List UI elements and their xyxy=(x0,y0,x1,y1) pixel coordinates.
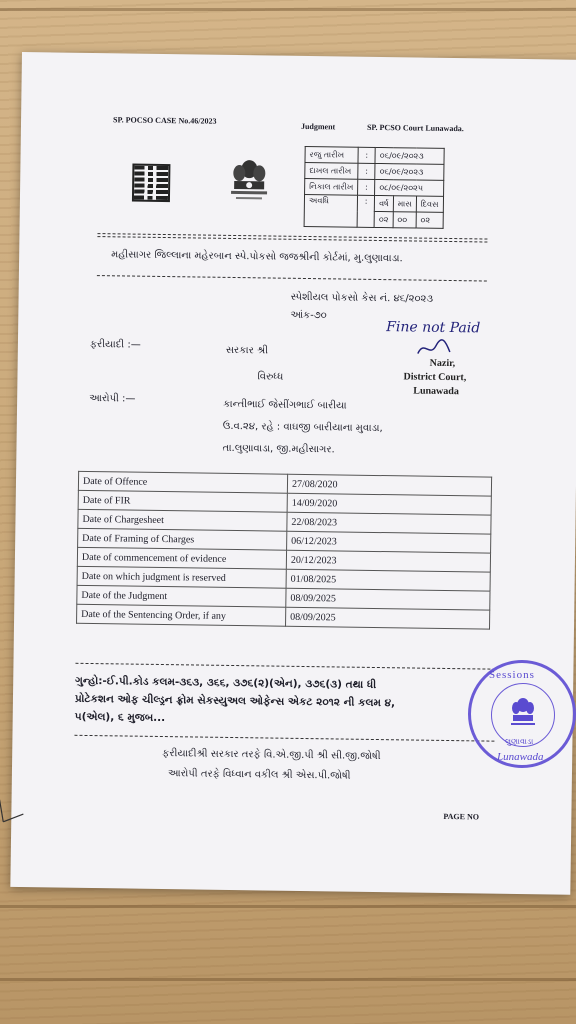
dates-label: દાખલ તારીખ xyxy=(305,162,358,179)
accused-name: કાન્તીભાઈ જેસીંગભાઈ બારીયા xyxy=(223,398,347,412)
fact-label: Date of the Judgment xyxy=(77,585,286,607)
accused-label: આરોપી :— xyxy=(89,392,136,405)
handwritten-note: Fine not Paid xyxy=(386,319,481,337)
page-number: PAGE NO xyxy=(443,811,480,822)
court-line: મહીસાગર જિલ્લાના મહેરબાન સ્પે.પોકસો જજશ્રીની કોર્ટમાં, મુ.લુણાવાડા. xyxy=(111,249,403,265)
accused-address-1: ઉ.વ.૨૪, રહે : વાઘજી બારીયાના મુવાડા, xyxy=(222,420,383,435)
duration-header: વર્ષ xyxy=(375,195,394,211)
fact-label: Date of Chargesheet xyxy=(78,509,287,531)
dates-label: રજુ તારીખ xyxy=(305,146,358,163)
nazir-line1: Nazir, xyxy=(429,357,456,370)
fact-value: 22/08/2023 xyxy=(287,512,491,534)
nazir-line3: Lunawada xyxy=(413,385,459,398)
fact-value: 01/08/2025 xyxy=(286,569,490,591)
fact-label: Date of commencement of evidence xyxy=(77,547,286,569)
seal-bottom-text: Lunawada xyxy=(497,751,544,763)
dates-value: ૦૮/૦૯/૨૦૨૫ xyxy=(375,179,444,196)
duration-value: ૦૦ xyxy=(393,212,416,228)
case-line: સ્પેશીયલ પોકસો કેસ નં. ૪૬/૨૦૨૩ xyxy=(290,291,434,305)
seal-emblem-icon xyxy=(509,695,537,729)
offence-line-3: ૫(એલ), ૬ મુજબ... xyxy=(74,710,166,725)
ank-number: આંક-૭૦ xyxy=(290,309,327,322)
ashoka-emblem-icon xyxy=(226,155,273,206)
fact-value: 08/09/2025 xyxy=(286,607,490,629)
divider xyxy=(97,275,487,281)
fact-label: Date of Offence xyxy=(78,471,287,493)
fact-value: 20/12/2023 xyxy=(286,550,490,572)
dates-box xyxy=(304,146,445,229)
dates-value: ૦૬/૦૯/૨૦૨૩ xyxy=(375,147,444,164)
duration-label: અવધિ xyxy=(304,194,358,227)
case-facts-table xyxy=(76,471,492,630)
nazir-line2: District Court, xyxy=(403,371,467,384)
corner-mark-icon xyxy=(0,792,30,833)
fact-label: Date on which judgment is reserved xyxy=(77,566,286,588)
fact-value: 08/09/2025 xyxy=(286,588,490,610)
versus-text: વિરુધ્ધ xyxy=(257,371,284,383)
table-cell: : xyxy=(357,195,374,227)
dates-label: નિકાલ તારીખ xyxy=(305,178,358,195)
fact-value: 06/12/2023 xyxy=(287,531,491,553)
duration-value: ૦૨ xyxy=(416,212,443,228)
fact-value: 27/08/2020 xyxy=(287,474,491,496)
signature-icon xyxy=(416,338,452,361)
offence-line-2: પ્રોટેકશન ઓફ ચીલ્ડ્રન ફ્રોમ સેકસ્યુઅલ ઓફેન્સ એકટ ૨૦૧૨ ની કલમ ૪, xyxy=(74,692,396,710)
divider xyxy=(74,735,494,742)
sessions-court-seal xyxy=(468,660,576,768)
table-cell: : xyxy=(358,179,375,195)
seal-inner-text: લુણાવાડા xyxy=(505,737,534,746)
offence-line-1: ગુન્હો:-ઈ.પી.કોડ કલમ-૩૬૩, ૩૬૬, ૩૭૬(૨)(એન), ૩૭૬(૩) તથા ધી xyxy=(75,674,377,692)
court-name: SP. PCSO Court Lunawada. xyxy=(366,122,464,134)
complainant-name: સરકાર શ્રી xyxy=(225,344,269,357)
qr-code-pattern xyxy=(134,166,168,200)
table-cell: : xyxy=(358,147,375,163)
complainant-advocate: ફરીયાદીશ્રી સરકાર તરફે વિ.એ.જી.પી શ્રી સી.જી.જોષી xyxy=(162,748,381,763)
dates-value: ૦૬/૦૯/૨૦૨૩ xyxy=(375,163,444,180)
accused-address-2: તા.લુણાવાડા, જી.મહીસાગર. xyxy=(222,442,335,456)
duration-header: માસ xyxy=(393,196,416,212)
duration-value: ૦૨ xyxy=(374,211,393,227)
fact-value: 14/09/2020 xyxy=(287,493,491,515)
judgment-page xyxy=(10,52,576,895)
divider xyxy=(75,663,495,670)
fact-label: Date of Framing of Charges xyxy=(78,528,287,550)
fact-label: Date of FIR xyxy=(78,490,287,512)
case-number: SP. POCSO CASE No.46/2023 xyxy=(112,115,217,126)
judgment-heading: Judgment xyxy=(300,121,336,132)
accused-advocate: આરોપી તરફે વિધ્વાન વકીલ શ્રી એસ.પી.જોષી xyxy=(167,768,351,782)
complainant-label: ફરીયાદી :— xyxy=(89,338,141,351)
seal-top-text: Sessions xyxy=(489,669,535,681)
table-cell: : xyxy=(358,163,375,179)
duration-header: દિવસ xyxy=(416,196,443,212)
fact-label: Date of the Sentencing Order, if any xyxy=(77,604,286,626)
